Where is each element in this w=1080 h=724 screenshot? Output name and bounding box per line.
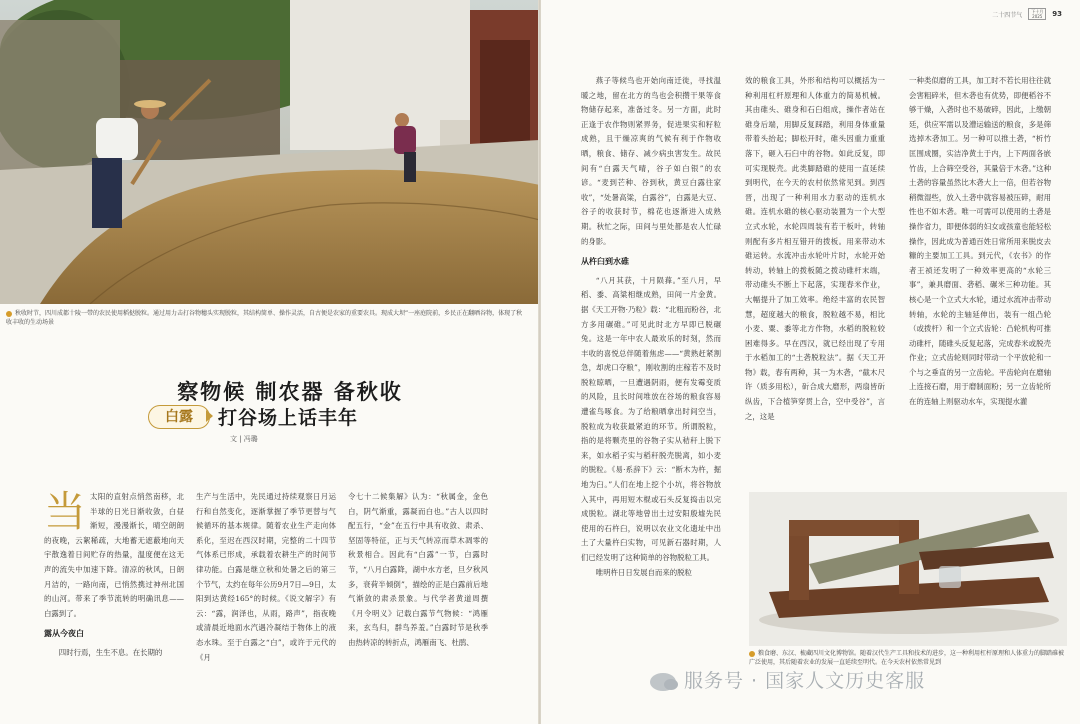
magazine-logo: 下十月 2025 [1028,8,1046,20]
paragraph: 生产与生活中，先民通过持续观察日月运行和自然变化，逐渐掌握了季节更替与气候循环的基本规律。随着农业生产走向体系化，至迟在西汉时期，完整的二十四节气体系已形成，承载着农耕生产的时间节律功能。白露是继立秋和处暑之后的第三个节气，太约在每年公历9月7日—9日，太阳到达黄经165°的时候。《说文解字》有云：“露，润泽也，从雨，路声”，指夜晚或清晨近地面水汽遇冷凝结于物体上的液态水珠。至于白露之“白”，或许于元代的《月 [196,492,336,662]
photo-caption [6,309,526,327]
caption-bullet-icon [6,311,12,317]
running-header [992,8,1062,20]
subhead-text: 打谷场上话丰年 [218,407,359,429]
byline: 文 | 冯璐 [230,435,258,443]
watermark [650,666,925,693]
left-column-2 [196,490,336,722]
article-headline: 察物候 制农器 备秋收 [177,379,403,404]
article-subhead [148,403,448,431]
paragraph: 一种类似磨的工具，加工时不若长用往往就会害粗碎米，但木砻也有优势，即便稻谷不够干燥，入砻时也不易破碎，因此，上缴朝廷，供应军需以及漕运输送的粮食，多是筛选掉木砻加工。另一种可以推土砻，“析竹匡围成圈，实洁净黄土于内，上下两面各嵌竹齿，上合筛空受谷，其量倍于木砻。”这种土砻的容量虽然比木砻大上一倍，但若谷物稍微湿些，放入土砻中就容易被压碎，耐用性也不如木砻。唯一可需可以使用的土砻是操作省力，即便体弱的妇女或孩童也能轻松操作，因此成为普通百姓日常所用来脱皮去糠的主要加工工具。到元代，《农书》的作者王祯还发明了一种效率更高的“水轮三事”，兼具磨面、砻稻、碾米三种功能。其核心是一个立式大水轮，通过水流冲击带动转轴，水轮的主轴延伸出，装有一组凸轮（或拨杆）和一个立式齿轮：凸轮机构可推动碓杆，随碓头反复起落，完成春米或脱壳作业；立式齿轮则同时带动一个平放轮和一个与之垂直的另一立齿轮。平齿轮向在磨轴上连接石磨，用于磨制面粉；另一立齿轮所在的连轴上则驱动水车，实现提水灌 [909,76,1051,407]
solar-term-badge: 白露 [148,405,210,429]
right-column-1 [581,74,721,674]
wooden-tool-image [749,492,1067,646]
watermark-text: 服务号 · 国家人文历史客服 [684,670,926,692]
threshing-scene-image [0,0,540,304]
artifact-caption [749,649,1067,667]
running-head-text: 二十四节气 [992,11,1023,19]
paragraph: 效的粮食工具，外形和结构可以概括为一种利用杠杆原理和人体重力的简易机械。其由碓头、碓身和石臼组成，操作者站在碓身后端，用脚反复踩踏，利用身体重量带着头抬起；脚松开时，碓头因重力重重落下，砸入石臼中的谷物。如此反复，即可实现脱壳。此类脚踏碓的使用一直延续到明代，在今天的农村依然常见到。到西晋，出现了一种利用水力驱动的连机水碓。连机水碓的核心驱动装置为一个大型立式水轮，水轮四周装有若干板叶，转轴则配有多片相互错开的拨板。用来带动木碓运转。水流冲击水轮叶片时，水轮开始转动，转轴上的拨板随之拨动碓杆末端，带动碓头不断上下起落，实现春米作业，大幅提升了加工效率。绝经丰富的农民智慧，超度越大的粮食，脱粒越不易，相比小麦、粟、黍等北方作物，水稻的脱粒较困难得多。早在西汉，就已经出现了专用于水稻加工的“土砻脱粒法”。据《天工开物》载，春有两种，其一为木砻，“截木尺许（质多用松），斫合成大磨形，两扇皆斫纵齿，下合植笋穿贯上合，空中受谷”，言之，这是 [745,76,885,421]
paragraph: 四时行焉，生生不息。在长期的 [58,647,163,657]
page-number: 93 [1052,10,1062,18]
section-title-lu: 露从今夜白 [44,629,84,639]
paragraph: “八月其获，十月陨萚。”至八月，早稻、黍、高粱相继成熟，田间一片金黄。据《天工开物·乃粒》载：“北粗而粉谷，北方多用碾碓。”可见此时北方早即已脱碾兔。这是一年中农人最欢乐的时刻，然而丰收的喜悦总伴随着焦虑——“黄熟赶紧割急，却虎口夺粮”，刚收割的庄稼若不及时脱粒晾晒，一旦遭遇阴雨，便有发霉变质的风险，且长时间堆放在谷场的粮食容易遭雀鸟啄食。为了给粮晒拿出时间空当，脱粒成为收获最紧迫的环节。所谓脱粒，指的是将颗壳里的谷物子实从秸秆上脱下来，如水稻子实与稻秆脱壳脱离，如小麦的脱粒。《易·系辞下》云：“断木为杵，掘地为臼。”人们在地上挖个小坑，将谷物放入其中，再用短木棍或石头反复捣击以完成脱粒。湖北等地曾出土过安阳殷墟先民使用的石杵臼，说明以农业文化遗址中出土了大量杵臼实物，可见新石器时期，人们已经发明了这种简单的谷物脱粒工具。 [581,275,721,562]
caption-bullet-icon [749,651,755,657]
artifact-photo [749,492,1067,646]
badge-arrow-icon [206,410,213,422]
intro-paragraph: 太阳的直射点悄然南移，北半球的日光日渐收敛，白昼渐短，漫漫渐长，晴空朗朗的夜晚，云絮稀疏，大地蓄无遮蔽地向天宇散逸着日间贮存的热量，温度便在这无声的流失中加速下降。清凉的秋风，日朗月洁的，一路向南，已悄然携过神州北国的山河。带来了季节流转的明确讯息——白露到了。 [44,492,184,618]
paragraph: 令七十二候集解》认为：“秋属金，金色白，阴气渐重，露凝而白也。”古人以四时配五行，“金”在五行中具有收敛、肃杀、坚固等特征，正与天气转凉而草木凋零的秋景相合。因此有“白露”一节，白露时节，“八月白露降，湖中水方老，旦夕秋风多，衰荷半倾倒”，描绘的正是白露前后地气渐敛的肃杀景象。与代学者黄道周撰《月令明义》记载白露节气物候：“鸿雁来，玄鸟归，群鸟养羞。”白露时节是秋季由热转凉的转折点，鸿雁南飞、杜鹃、 [348,492,488,647]
right-page [540,0,1080,724]
paragraph: 唯明杵日日发展自而来的脱粒 [595,567,692,577]
left-column-3 [348,490,488,722]
paragraph: 燕子等候鸟也开始向南迁徙，寻找温暖之地，留在北方的鸟也会积攒干果等食物储存起来，准备过冬。另一方面，此时正逢于农作物则紧界务，促进果实和籽粒成熟，且干燥凉爽的气候有利于作物收晒，粮食、储存、减少病虫害发生。故民间有“白露天气晴，谷子如白银”的农谚。“麦到芒种、谷到秋，黄豆白露往家收”，“处暑高粱，白露谷”，白露是大豆、谷子的收获时节，棉花也逐渐进入成熟期。秋忙之际，田间与里处都是农人忙碌的身影。 [581,76,721,246]
photo-caption-text: 秋收时节，四川成都十陵一带的农民使用稻挞脱粒。通过用力击打谷物穗头实现脱粒，其结构简单、操作灵活，自古便是农家的重要农具。现成大坝”一座庭院前，乡民正在翻晒谷物，体现了秋收丰收的生动场景 [6,310,523,326]
wechat-icon [650,673,676,691]
left-column-1 [44,490,184,722]
artifact-caption-text: 粮食磨、东汉、梳藏四川文化博物馆。随着汉代生产工具和技术的进步，这一种利用杠杆原理和人体重力的脚踏碓被广泛使用，其后随着农业的发展一直延续至明代。在今天农村依然常见到 [749,650,1065,666]
right-column-2 [745,74,885,482]
threshing-photo [0,0,540,304]
right-column-3 [909,74,1051,482]
dropcap: 当 [44,490,87,536]
section-title-chujiu: 从杵臼到水碓 [581,257,629,267]
